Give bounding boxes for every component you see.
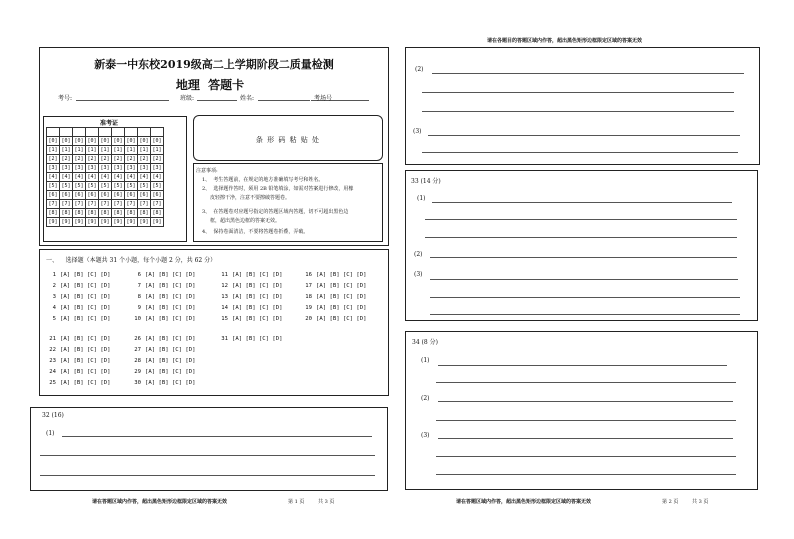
choice-question-number: 21 [49, 336, 56, 342]
choice-options[interactable]: [A] [B] [C] [D] [60, 305, 111, 311]
exam-title: 新泰一中东校2019级高二上学期阶段二质量检测 [94, 58, 334, 71]
admission-write-cell[interactable] [73, 128, 86, 137]
admission-write-cell[interactable] [151, 128, 164, 137]
choice-question-row[interactable] [218, 336, 283, 342]
q32-answer-line-2[interactable] [40, 455, 375, 456]
choice-options[interactable]: [A] [B] [C] [D] [316, 294, 367, 300]
cont-sub2-label: (2) [415, 66, 424, 73]
admission-digit-bubble[interactable]: [6] [87, 192, 97, 198]
q33-sub3-label: (3) [414, 271, 423, 278]
cont-line-5[interactable] [422, 152, 738, 153]
admission-digit-bubble[interactable]: [9] [152, 219, 162, 225]
q34-sub3-label: (3) [421, 432, 430, 439]
admission-digit-bubble[interactable]: [2] [100, 156, 110, 162]
choice-question-number: 18 [305, 294, 312, 300]
choice-options[interactable]: [A] [B] [C] [D] [232, 336, 283, 342]
footer-warning-left: 请在答题区域内作答，超出黑色矩形边框限定区域的答案无效 [92, 499, 228, 505]
admission-digit-bubble[interactable]: [4] [61, 174, 71, 180]
q34-sub2-label: (2) [421, 395, 430, 402]
admission-write-cell[interactable] [86, 128, 99, 137]
admission-digit-bubble[interactable]: [1] [113, 147, 123, 153]
choice-options[interactable]: [A] [B] [C] [D] [145, 380, 196, 386]
admission-digit-bubble[interactable]: [6] [152, 192, 162, 198]
barcode-label: 条 形 码 粘 贴 处 [255, 136, 321, 144]
choice-options[interactable]: [A] [B] [C] [D] [60, 272, 111, 278]
choice-question-row[interactable] [302, 283, 367, 289]
choice-question-row[interactable] [302, 272, 367, 278]
admission-digit-bubble[interactable]: [7] [126, 201, 136, 207]
q33-line-6[interactable] [430, 297, 740, 298]
admission-digit-bubble[interactable]: [2] [74, 156, 84, 162]
admission-digit-bubble[interactable]: [3] [87, 165, 97, 171]
choice-options[interactable]: [A] [B] [C] [D] [232, 272, 283, 278]
choice-question-number: 24 [49, 369, 56, 375]
choice-question-row[interactable] [218, 272, 283, 278]
admission-digit-bubble[interactable]: [0] [74, 138, 84, 144]
choice-question-row[interactable] [131, 380, 196, 386]
choice-question-number: 7 [137, 283, 141, 289]
choice-options[interactable]: [A] [B] [C] [D] [232, 294, 283, 300]
notes-item-1: 1、 考生答题前，在规定的地方准确填写考号和姓名。 [202, 177, 324, 183]
q34-sub1-label: (1) [421, 357, 430, 364]
admission-digit-bubble[interactable]: [3] [126, 165, 136, 171]
admission-digit-bubble[interactable]: [6] [100, 192, 110, 198]
admission-digit-bubble[interactable]: [9] [61, 219, 71, 225]
choice-question-number: 8 [137, 294, 141, 300]
q34-line-7[interactable] [436, 474, 736, 475]
admission-digit-bubble[interactable]: [9] [100, 219, 110, 225]
admission-digit-bubble[interactable]: [1] [74, 147, 84, 153]
choice-question-row[interactable] [302, 294, 367, 300]
admission-write-cell[interactable] [138, 128, 151, 137]
admission-digit-bubble[interactable]: [5] [100, 183, 110, 189]
admission-digit-bubble[interactable]: [1] [126, 147, 136, 153]
notes-title: 注意事项: [196, 168, 218, 174]
admission-digit-bubble[interactable]: [3] [74, 165, 84, 171]
admission-digit-bubble[interactable]: [1] [61, 147, 71, 153]
choice-question-number: 2 [52, 283, 56, 289]
admission-digit-bubble[interactable]: [4] [87, 174, 97, 180]
choice-question-number: 19 [305, 305, 312, 311]
choice-options[interactable]: [A] [B] [C] [D] [316, 316, 367, 322]
q34-line-2[interactable] [436, 382, 736, 383]
q33-sub2-label: (2) [414, 251, 423, 258]
admission-digit-bubble[interactable]: [9] [74, 219, 84, 225]
choice-question-row[interactable] [46, 336, 111, 342]
admission-digit-bubble[interactable]: [8] [87, 210, 97, 216]
choice-question-row[interactable] [131, 305, 196, 311]
choice-question-number: 10 [134, 316, 141, 322]
choice-question-number: 4 [52, 305, 56, 311]
choice-question-row[interactable] [131, 294, 196, 300]
choice-question-row[interactable] [46, 272, 111, 278]
choice-question-number: 3 [52, 294, 56, 300]
choice-options[interactable]: [A] [B] [C] [D] [145, 358, 196, 364]
q33-line-2[interactable] [425, 219, 737, 220]
admission-digit-bubble[interactable]: [5] [113, 183, 123, 189]
admission-digit-bubble[interactable]: [7] [100, 201, 110, 207]
q33-box [405, 170, 758, 321]
choice-question-row[interactable] [302, 316, 367, 322]
choice-question-number: 31 [221, 336, 228, 342]
admission-digit-bubble[interactable]: [0] [61, 138, 71, 144]
admission-digit-bubble[interactable]: [4] [74, 174, 84, 180]
choice-question-number: 12 [221, 283, 228, 289]
choice-question-number: 1 [52, 272, 56, 278]
admission-digit-bubble[interactable]: [8] [61, 210, 71, 216]
admission-digit-bubble[interactable]: [6] [139, 192, 149, 198]
admission-grid-title: 准考证 [100, 120, 119, 127]
admission-digit-bubble[interactable]: [7] [61, 201, 71, 207]
choice-options[interactable]: [A] [B] [C] [D] [316, 305, 367, 311]
notes-item-3: 3、 在答题卷对应题号指定的答题区域内答题，切不可超出黑色边 [202, 209, 349, 215]
cont-line-4[interactable] [428, 135, 740, 136]
admission-digit-bubble[interactable]: [8] [100, 210, 110, 216]
admission-digit-bubble[interactable]: [5] [61, 183, 71, 189]
admission-digit-bubble[interactable]: [5] [74, 183, 84, 189]
choice-question-row[interactable] [46, 380, 111, 386]
choice-question-number: 29 [134, 369, 141, 375]
admission-digit-bubble[interactable]: [4] [139, 174, 149, 180]
choice-options[interactable]: [A] [B] [C] [D] [60, 347, 111, 353]
admission-digit-bubble[interactable]: [4] [126, 174, 136, 180]
choice-options[interactable]: [A] [B] [C] [D] [60, 358, 111, 364]
admission-digit-bubble[interactable]: [2] [152, 156, 162, 162]
choice-question-number: 30 [134, 380, 141, 386]
admission-digit-bubble[interactable]: [1] [87, 147, 97, 153]
choice-options[interactable]: [A] [B] [C] [D] [316, 272, 367, 278]
choice-options[interactable]: [A] [B] [C] [D] [145, 283, 196, 289]
q34-line-6[interactable] [436, 456, 736, 457]
choice-title: 一、 选择题（本题共 31 个小题，每个小题 2 分，共 62 分） [46, 257, 217, 264]
choice-question-row[interactable] [218, 316, 283, 322]
choice-options[interactable]: [A] [B] [C] [D] [316, 283, 367, 289]
choice-question-number: 15 [221, 316, 228, 322]
q32-answer-line-1[interactable] [62, 436, 372, 437]
choice-question-row[interactable] [131, 316, 196, 322]
admission-digit-bubble[interactable]: [0] [152, 138, 162, 144]
choice-question-row[interactable] [46, 369, 111, 375]
admission-digit-bubble[interactable]: [3] [48, 165, 58, 171]
q32-continued-box [405, 47, 760, 165]
footer-page-left: 第 1 页 [288, 499, 305, 505]
admission-digit-bubble[interactable]: [2] [48, 156, 58, 162]
choice-question-row[interactable] [46, 347, 111, 353]
admission-digit-bubble[interactable]: [6] [61, 192, 71, 198]
admission-write-cell[interactable] [112, 128, 125, 137]
admission-digit-bubble[interactable]: [0] [48, 138, 58, 144]
admission-digit-bubble[interactable]: [9] [139, 219, 149, 225]
admission-digit-bubble[interactable]: [0] [126, 138, 136, 144]
admission-digit-bubble[interactable]: [4] [100, 174, 110, 180]
q33-line-1[interactable] [432, 202, 732, 203]
choice-options[interactable]: [A] [B] [C] [D] [145, 347, 196, 353]
admission-digit-bubble[interactable]: [0] [113, 138, 123, 144]
admission-digit-bubble[interactable]: [0] [100, 138, 110, 144]
admission-digit-bubble[interactable]: [8] [74, 210, 84, 216]
choice-options[interactable]: [A] [B] [C] [D] [145, 369, 196, 375]
admission-digit-bubble[interactable]: [5] [48, 183, 58, 189]
choice-options[interactable]: [A] [B] [C] [D] [145, 316, 196, 322]
admission-digit-bubble[interactable]: [9] [113, 219, 123, 225]
admission-digit-bubble[interactable]: [3] [152, 165, 162, 171]
admission-grid[interactable] [46, 127, 164, 227]
admission-write-cell[interactable] [125, 128, 138, 137]
choice-question-row[interactable] [46, 283, 111, 289]
exam-number-input[interactable] [76, 100, 169, 101]
q33-line-4[interactable] [430, 257, 737, 258]
admission-digit-bubble[interactable]: [1] [100, 147, 110, 153]
admission-digit-bubble[interactable]: [1] [152, 147, 162, 153]
choice-question-number: 9 [137, 305, 141, 311]
choice-question-number: 13 [221, 294, 228, 300]
admission-digit-bubble[interactable]: [7] [74, 201, 84, 207]
admission-digit-bubble[interactable]: [3] [100, 165, 110, 171]
q34-title: 34 (8 分) [412, 339, 438, 346]
q34-line-1[interactable] [438, 365, 727, 366]
choice-options[interactable]: [A] [B] [C] [D] [60, 294, 111, 300]
choice-options[interactable]: [A] [B] [C] [D] [60, 380, 111, 386]
footer-warning-right: 请在答题区域内作答，超出黑色矩形边框限定区域的答案无效 [456, 499, 592, 505]
choice-options[interactable]: [A] [B] [C] [D] [145, 272, 196, 278]
choice-question-row[interactable] [131, 358, 196, 364]
admission-digit-bubble[interactable]: [6] [126, 192, 136, 198]
choice-options[interactable]: [A] [B] [C] [D] [145, 336, 196, 342]
admission-digit-bubble[interactable]: [8] [152, 210, 162, 216]
cont-sub3-label: (3) [413, 128, 422, 135]
q34-box [405, 331, 758, 490]
choice-question-number: 23 [49, 358, 56, 364]
admission-digit-bubble[interactable]: [5] [152, 183, 162, 189]
choice-question-row[interactable] [46, 358, 111, 364]
q33-title: 33 (14 分) [411, 178, 441, 185]
choice-question-row[interactable] [131, 272, 196, 278]
admission-digit-bubble[interactable]: [3] [139, 165, 149, 171]
admission-digit-bubble[interactable]: [8] [126, 210, 136, 216]
cont-line-2[interactable] [422, 92, 734, 93]
choice-question-row[interactable] [131, 336, 196, 342]
admission-digit-bubble[interactable]: [7] [87, 201, 97, 207]
choice-question-row[interactable] [218, 294, 283, 300]
q34-line-3[interactable] [438, 401, 733, 402]
admission-digit-bubble[interactable]: [5] [87, 183, 97, 189]
notes-item-3b: 框，超出黑色边框的答案无效。 [202, 218, 280, 224]
admission-digit-bubble[interactable]: [0] [139, 138, 149, 144]
footer-total-right: 共 3 页 [692, 499, 709, 505]
admission-digit-bubble[interactable]: [6] [48, 192, 58, 198]
admission-write-cell[interactable] [60, 128, 73, 137]
notes-item-2b: 皮轻擦干净，注意不要擦破答题卷。 [202, 195, 290, 201]
admission-digit-bubble[interactable]: [5] [139, 183, 149, 189]
notes-item-2: 2、 选择题作答时，须用 2B 铅笔填涂，如需对答案进行修改，用橡 [202, 186, 354, 192]
choice-question-row[interactable] [302, 305, 367, 311]
choice-options[interactable]: [A] [B] [C] [D] [60, 369, 111, 375]
card-title: 地理 答题卡 [175, 78, 245, 92]
admission-digit-bubble[interactable]: [2] [87, 156, 97, 162]
admission-digit-bubble[interactable]: [7] [152, 201, 162, 207]
q34-line-4[interactable] [436, 420, 736, 421]
admission-digit-bubble[interactable]: [2] [126, 156, 136, 162]
q33-sub1-label: (1) [417, 195, 426, 202]
choice-question-number: 5 [52, 316, 56, 322]
choice-options[interactable]: [A] [B] [C] [D] [60, 336, 111, 342]
field-label-exam-room: 考场号 [314, 95, 333, 102]
choice-question-row[interactable] [131, 369, 196, 375]
admission-digit-bubble[interactable]: [1] [48, 147, 58, 153]
choice-question-number: 22 [49, 347, 56, 353]
choice-question-number: 6 [137, 272, 141, 278]
admission-digit-bubble[interactable]: [7] [113, 201, 123, 207]
choice-question-row[interactable] [131, 283, 196, 289]
choice-question-row[interactable] [218, 305, 283, 311]
choice-options[interactable]: [A] [B] [C] [D] [232, 283, 283, 289]
footer-total-left: 共 3 页 [318, 499, 335, 505]
admission-digit-bubble[interactable]: [6] [74, 192, 84, 198]
choice-options[interactable]: [A] [B] [C] [D] [232, 305, 283, 311]
q34-line-5[interactable] [438, 438, 733, 439]
footer-page-right: 第 2 页 [662, 499, 679, 505]
admission-digit-bubble[interactable]: [9] [48, 219, 58, 225]
admission-digit-bubble[interactable]: [4] [152, 174, 162, 180]
choice-question-number: 26 [134, 336, 141, 342]
choice-question-number: 14 [221, 305, 228, 311]
choice-options[interactable]: [A] [B] [C] [D] [232, 316, 283, 322]
choice-question-number: 27 [134, 347, 141, 353]
admission-digit-bubble[interactable]: [9] [126, 219, 136, 225]
admission-write-cell[interactable] [47, 128, 60, 137]
choice-question-number: 16 [305, 272, 312, 278]
admission-write-cell[interactable] [99, 128, 112, 137]
admission-digit-bubble[interactable]: [4] [113, 174, 123, 180]
choice-question-number: 28 [134, 358, 141, 364]
choice-options[interactable]: [A] [B] [C] [D] [60, 283, 111, 289]
admission-digit-bubble[interactable]: [3] [113, 165, 123, 171]
choice-question-number: 11 [221, 272, 228, 278]
choice-options[interactable]: [A] [B] [C] [D] [145, 294, 196, 300]
field-label-exam-number: 考号: [58, 95, 73, 102]
cont-line-3[interactable] [422, 111, 734, 112]
q33-line-5[interactable] [430, 279, 738, 280]
q32-answer-line-3[interactable] [40, 475, 375, 476]
admission-digit-bubble[interactable]: [9] [87, 219, 97, 225]
admission-digit-bubble[interactable]: [8] [139, 210, 149, 216]
admission-digit-bubble[interactable]: [0] [87, 138, 97, 144]
name-input[interactable] [258, 100, 310, 101]
choice-options[interactable]: [A] [B] [C] [D] [60, 316, 111, 322]
admission-digit-bubble[interactable]: [3] [61, 165, 71, 171]
admission-digit-bubble[interactable]: [7] [139, 201, 149, 207]
choice-question-row[interactable] [131, 347, 196, 353]
choice-question-number: 17 [305, 283, 312, 289]
right-top-warning: 请在各题目的答题区域内作答，超出黑色矩形边框限定区域的答案无效 [487, 38, 643, 44]
admission-digit-bubble[interactable]: [1] [139, 147, 149, 153]
choice-question-number: 20 [305, 316, 312, 322]
q32-box [30, 407, 388, 491]
choice-options[interactable]: [A] [B] [C] [D] [145, 305, 196, 311]
field-label-class: 班级: [180, 95, 195, 102]
q33-line-7[interactable] [430, 314, 740, 315]
admission-digit-bubble[interactable]: [8] [113, 210, 123, 216]
choice-question-row[interactable] [218, 283, 283, 289]
q32-title: 32 (16) [42, 412, 64, 419]
admission-digit-bubble[interactable]: [2] [61, 156, 71, 162]
admission-digit-bubble[interactable]: [2] [113, 156, 123, 162]
cont-line-1[interactable] [432, 73, 744, 74]
admission-digit-bubble[interactable]: [6] [113, 192, 123, 198]
choice-question-number: 25 [49, 380, 56, 386]
notes-item-4: 4、 保持卷面清洁，不要将答题卷折叠，弄破。 [202, 229, 309, 235]
admission-digit-bubble[interactable]: [2] [139, 156, 149, 162]
field-label-name: 姓名: [240, 95, 255, 102]
admission-digit-bubble[interactable]: [5] [126, 183, 136, 189]
choice-question-row[interactable] [46, 294, 111, 300]
choice-question-row[interactable] [46, 305, 111, 311]
choice-question-row[interactable] [46, 316, 111, 322]
q32-sub1-label: (1) [46, 430, 55, 437]
q33-line-3[interactable] [425, 237, 737, 238]
admission-digit-bubble[interactable]: [8] [48, 210, 58, 216]
admission-digit-bubble[interactable]: [4] [48, 174, 58, 180]
admission-digit-bubble[interactable]: [7] [48, 201, 58, 207]
class-input[interactable] [197, 100, 237, 101]
